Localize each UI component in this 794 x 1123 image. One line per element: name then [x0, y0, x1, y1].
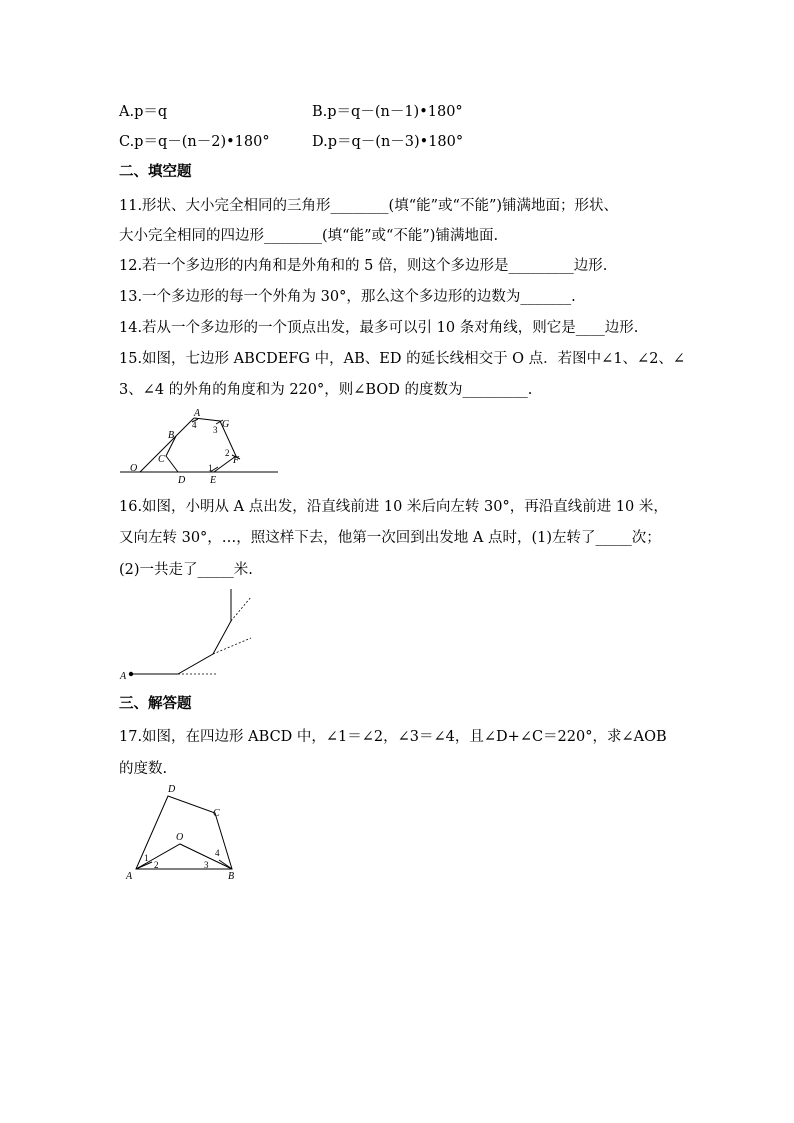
- walking-path: [131, 589, 231, 674]
- section-title-answer: 三、解答题: [119, 696, 192, 712]
- label-B: B: [228, 871, 235, 882]
- q16-line1: 16.如图，小明从 A 点出发，沿直线前进 10 米后向左转 30°，再沿直线前进 10 米，: [119, 499, 668, 515]
- heptagon-figure: [118, 405, 280, 487]
- quadrilateral-abcd: [136, 796, 232, 869]
- label-angle-4: 4: [215, 848, 220, 858]
- label-B: B: [168, 430, 175, 441]
- label-angle-3: 3: [213, 425, 218, 435]
- q17-line1: 17.如图，在四边形 ABCD 中，∠1＝∠2，∠3＝∠4，且∠D+∠C＝220°，求∠AOB: [119, 729, 667, 745]
- q16-line3: (2)一共走了_____米.: [119, 562, 253, 578]
- label-angle-2: 2: [225, 448, 230, 458]
- label-angle-1: 1: [208, 463, 213, 473]
- q11-line1: 11.形状、大小完全相同的三角形________(填“能”或“不能”)铺满地面；形状、: [119, 198, 619, 214]
- q13-text: 13.一个多边形的每一个外角为 30°，那么这个多边形的边数为_______.: [119, 289, 576, 305]
- label-angle-1: 1: [144, 853, 149, 863]
- label-D: D: [178, 475, 186, 486]
- q14-text: 14.若从一个多边形的一个顶点出发，最多可以引 10 条对角线，则它是____边形.: [119, 320, 639, 336]
- walking-path-figure: [118, 585, 260, 683]
- q15-line2: 3、∠4 的外角的角度和为 220°，则∠BOD 的度数为_________.: [119, 382, 533, 398]
- label-angle-3: 3: [204, 860, 209, 870]
- option-b: B.p＝q－(n－1)•180°: [312, 104, 463, 120]
- label-A: A: [194, 408, 201, 419]
- label-C: C: [213, 808, 220, 819]
- option-c: C.p＝q－(n－2)•180°: [119, 134, 270, 150]
- extension-2: [213, 638, 251, 654]
- label-E: E: [210, 475, 217, 486]
- label-C: C: [158, 454, 165, 465]
- option-a: A.p＝q: [119, 104, 168, 120]
- label-angle-2: 2: [154, 860, 159, 870]
- extension-3: [231, 597, 251, 621]
- line-oa: [140, 418, 194, 472]
- label-F: F: [233, 455, 240, 466]
- label-angle-4: 4: [192, 420, 197, 430]
- label-G: G: [222, 419, 230, 430]
- start-point: [129, 672, 133, 676]
- quadrilateral-figure: [118, 780, 244, 884]
- label-O: O: [130, 463, 138, 474]
- section-title-fill-in: 二、填空题: [119, 164, 192, 180]
- q17-line2: 的度数.: [119, 761, 168, 777]
- q16-line2: 又向左转 30°，…，照这样下去，他第一次回到出发地 A 点时，(1)左转了_____次；: [119, 530, 661, 546]
- label-D: D: [168, 784, 176, 795]
- label-O: O: [176, 832, 184, 843]
- q11-line2: 大小完全相同的四边形________(填“能”或“不能”)铺满地面.: [119, 228, 499, 244]
- label-A: A: [120, 671, 127, 682]
- q15-line1: 15.如图，七边形 ABCDEFG 中，AB、ED 的延长线相交于 O 点．若图中∠1、∠2、∠: [119, 351, 686, 367]
- label-A: A: [126, 871, 133, 882]
- q12-text: 12.若一个多边形的内角和是外角和的 5 倍，则这个多边形是_________边形.: [119, 258, 608, 274]
- option-d: D.p＝q－(n－3)•180°: [312, 134, 464, 150]
- edges-bcd: [166, 436, 178, 472]
